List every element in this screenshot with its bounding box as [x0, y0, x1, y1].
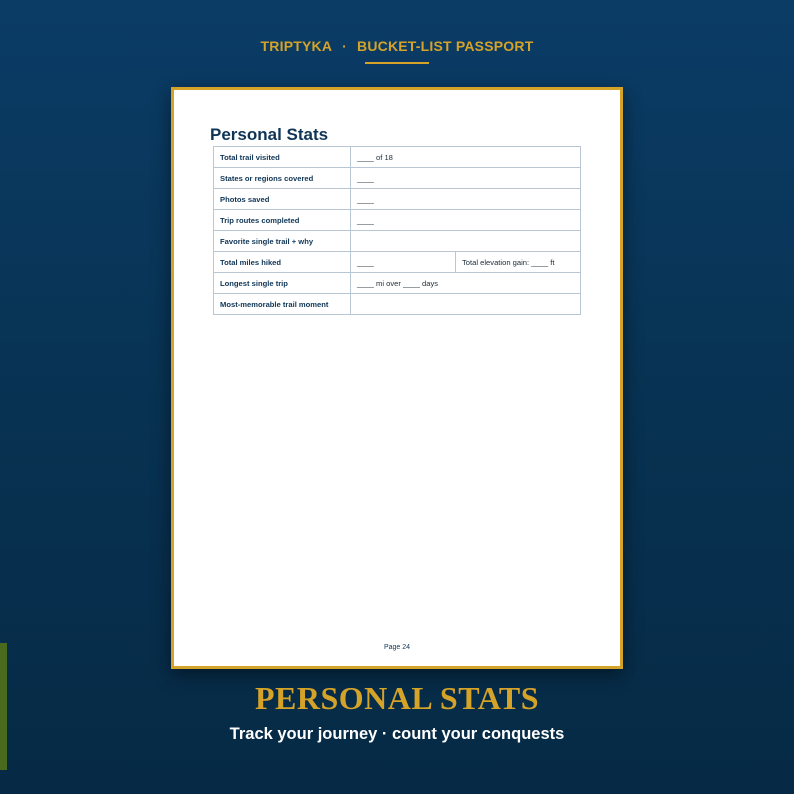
row-value: ____ mi over ____ days — [351, 273, 581, 294]
row-value — [351, 231, 581, 252]
table-row — [214, 189, 581, 210]
table-row — [214, 273, 581, 294]
row-value: ____ — [351, 210, 581, 231]
table-row — [214, 210, 581, 231]
row-extra-value: Total elevation gain: ____ ft — [456, 252, 581, 273]
row-value: ____ — [351, 189, 581, 210]
page-number: Page 24 — [383, 644, 411, 651]
row-value — [351, 294, 581, 315]
row-label: Trip routes completed — [214, 210, 351, 231]
table-row — [214, 294, 581, 315]
row-label: Total miles hiked — [214, 252, 351, 273]
section-title: PERSONAL STATS — [254, 680, 540, 716]
table-row — [214, 168, 581, 189]
product-name: BUCKET-LIST PASSPORT — [357, 38, 534, 54]
table-row — [214, 147, 581, 168]
row-label: States or regions covered — [214, 168, 351, 189]
row-label: Photos saved — [214, 189, 351, 210]
table-row — [214, 252, 581, 273]
row-label: Favorite single trail + why — [214, 231, 351, 252]
row-label: Longest single trip — [214, 273, 351, 294]
section-subtitle: Track your journey · count your conquests — [229, 725, 565, 743]
stats-table — [213, 146, 581, 315]
table-row — [214, 231, 581, 252]
row-value: ____ — [351, 168, 581, 189]
page-title: Personal Stats — [210, 125, 329, 144]
side-accent-strip — [0, 643, 7, 770]
row-label: Most-memorable trail moment — [214, 294, 351, 315]
header-underline — [365, 62, 429, 64]
brand-header — [0, 38, 794, 54]
document-page-preview — [171, 87, 623, 669]
row-value: ____ of 18 — [351, 147, 581, 168]
row-value: ____ — [351, 252, 456, 273]
brand-name: TRIPTYKA — [260, 38, 333, 54]
header-separator: · — [342, 38, 348, 54]
row-label: Total trail visited — [214, 147, 351, 168]
